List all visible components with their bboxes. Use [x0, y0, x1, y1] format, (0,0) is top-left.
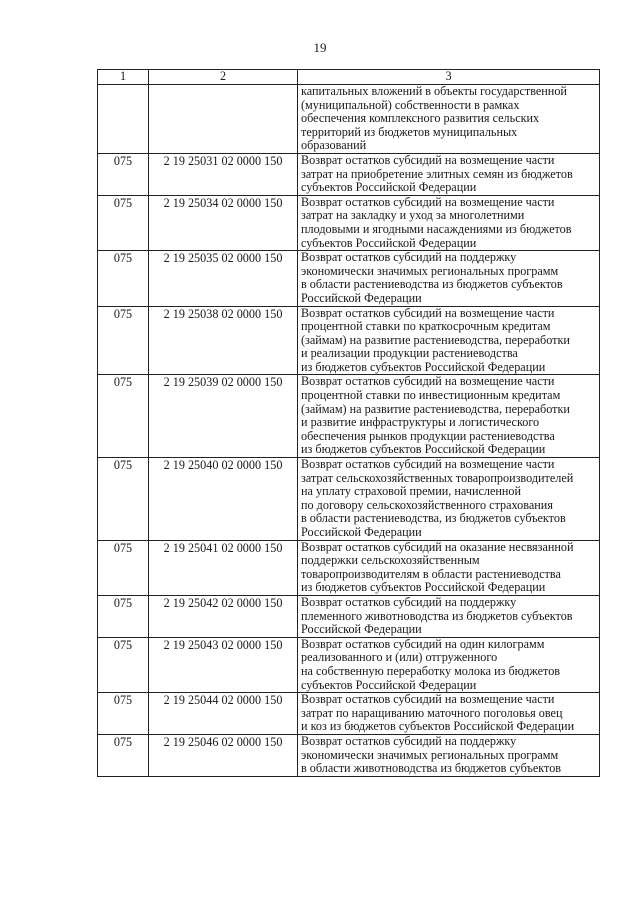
description-line: затрат сельскохозяйственных товаропроизводителей	[301, 470, 574, 485]
header-col-3: 3	[298, 70, 600, 85]
table-row	[98, 153, 600, 195]
description-line: Возврат остатков субсидий на один килограмм	[301, 636, 545, 651]
description-cell	[298, 195, 600, 250]
description-line: обеспечения рынков продукции растениеводства	[301, 428, 555, 443]
admin-code-cell	[98, 85, 149, 154]
budget-classification-code-cell: 2 19 25040 02 0000 150	[149, 458, 298, 541]
description-cell	[298, 595, 600, 637]
description-line: Возврат остатков субсидий на возмещение части	[301, 374, 555, 389]
description-cell	[298, 637, 600, 692]
admin-code-cell: 075	[98, 153, 149, 195]
admin-code-cell: 075	[98, 693, 149, 735]
description-line: экономически значимых региональных программ	[301, 263, 559, 278]
description-line: субъектов Российской Федерации	[301, 180, 477, 195]
budget-classification-code-cell: 2 19 25039 02 0000 150	[149, 375, 298, 458]
description-line: из бюджетов субъектов Российской Федерации	[301, 442, 546, 457]
description-line: (муниципальной) собственности в рамках	[301, 97, 520, 112]
description-line: Возврат остатков субсидий на поддержку	[301, 594, 517, 609]
table-row	[98, 540, 600, 595]
table-row	[98, 375, 600, 458]
table-row	[98, 195, 600, 250]
description-line: племенного животноводства из бюджетов субъектов	[301, 608, 573, 623]
description-line: капитальных вложений в объекты государственной	[301, 84, 567, 98]
table-header	[98, 70, 600, 85]
table-row	[98, 251, 600, 306]
description-line: по договору сельскохозяйственного страхования	[301, 497, 553, 512]
description-line: Российской Федерации	[301, 290, 422, 305]
description-line: в области растениеводства, из бюджетов субъектов	[301, 511, 566, 526]
description-line: на уплату страховой премии, начисленной	[301, 484, 522, 499]
header-col-1: 1	[98, 70, 149, 85]
description-line: из бюджетов субъектов Российской Федерации	[301, 580, 546, 595]
description-line: в области животноводства из бюджетов субъектов	[301, 761, 562, 776]
description-line: Российской Федерации	[301, 525, 422, 539]
page-number: 19	[313, 40, 327, 55]
description-cell	[298, 375, 600, 458]
description-line: и коз из бюджетов субъектов Российской Федерации	[301, 719, 575, 734]
description-line: (займам) на развитие растениеводства, переработки	[301, 401, 570, 416]
description-cell	[298, 458, 600, 541]
description-line: затрат на закладку и уход за многолетними	[301, 208, 525, 223]
description-line: процентной ставки по инвестиционным кредитам	[301, 388, 561, 403]
description-line: Возврат остатков субсидий на поддержку	[301, 250, 517, 265]
description-line: Российской Федерации	[301, 622, 422, 637]
admin-code-cell: 075	[98, 734, 149, 776]
description-line: товаропроизводителям в области растениеводства	[301, 566, 561, 581]
description-line: субъектов Российской Федерации	[301, 235, 477, 250]
description-cell	[298, 306, 600, 375]
description-line: и реализации продукции растениеводства	[301, 346, 518, 361]
description-line: из бюджетов субъектов Российской Федерации	[301, 359, 546, 374]
budget-classification-code-cell: 2 19 25041 02 0000 150	[149, 540, 298, 595]
description-line: экономически значимых региональных программ	[301, 747, 559, 762]
description-line: и развитие инфраструктуры и логистического	[301, 415, 540, 430]
description-cell	[298, 734, 600, 776]
admin-code-cell: 075	[98, 458, 149, 541]
description-cell	[298, 693, 600, 735]
description-line: поддержки сельскохозяйственным	[301, 553, 480, 568]
budget-classification-code-cell: 2 19 25034 02 0000 150	[149, 195, 298, 250]
description-cell	[298, 251, 600, 306]
header-col-2: 2	[149, 70, 298, 85]
description-cell	[298, 540, 600, 595]
table-row	[98, 85, 600, 154]
description-line: Возврат остатков субсидий на возмещение части	[301, 194, 555, 209]
description-line: реализованного и (или) отгруженного	[301, 650, 498, 665]
admin-code-cell: 075	[98, 375, 149, 458]
description-line: Возврат остатков субсидий на оказание несвязанной	[301, 539, 574, 554]
table-body	[98, 85, 600, 777]
budget-classification-code-cell: 2 19 25043 02 0000 150	[149, 637, 298, 692]
table-row	[98, 734, 600, 776]
admin-code-cell: 075	[98, 637, 149, 692]
description-line: образований	[301, 138, 367, 153]
admin-code-cell: 075	[98, 595, 149, 637]
description-line: Возврат остатков субсидий на возмещение части	[301, 305, 555, 320]
admin-code-cell: 075	[98, 540, 149, 595]
description-line: затрат на приобретение элитных семян из бюджетов	[301, 166, 573, 181]
budget-classification-code-cell: 2 19 25038 02 0000 150	[149, 306, 298, 375]
table-row	[98, 595, 600, 637]
budget-classification-code-cell	[149, 85, 298, 154]
admin-code-cell: 075	[98, 251, 149, 306]
table-row	[98, 637, 600, 692]
budget-classification-code-cell: 2 19 25042 02 0000 150	[149, 595, 298, 637]
description-line: затрат по наращиванию маточного поголовья овец	[301, 705, 563, 720]
description-line: обеспечения комплексного развития сельских	[301, 111, 540, 126]
description-line: субъектов Российской Федерации	[301, 677, 477, 692]
table-row	[98, 306, 600, 375]
description-line: Возврат остатков субсидий на поддержку	[301, 733, 517, 748]
table-row	[98, 693, 600, 735]
budget-classification-code-cell: 2 19 25046 02 0000 150	[149, 734, 298, 776]
description-line: Возврат остатков субсидий на возмещение части	[301, 457, 555, 472]
budget-classification-code-cell: 2 19 25035 02 0000 150	[149, 251, 298, 306]
description-line: Возврат остатков субсидий на возмещение части	[301, 152, 555, 167]
description-line: на собственную переработку молока из бюджетов	[301, 663, 561, 678]
admin-code-cell: 075	[98, 306, 149, 375]
description-line: плодовыми и ягодными насаждениями из бюджетов	[301, 221, 572, 236]
description-line: процентной ставки по краткосрочным кредитам	[301, 319, 551, 334]
table-row	[98, 458, 600, 541]
description-line: в области растениеводства из бюджетов субъектов	[301, 277, 563, 292]
header-row	[98, 70, 600, 85]
budget-classification-code-cell: 2 19 25031 02 0000 150	[149, 153, 298, 195]
description-cell	[298, 153, 600, 195]
admin-code-cell: 075	[98, 195, 149, 250]
description-line: Возврат остатков субсидий на возмещение части	[301, 692, 555, 707]
description-cell	[298, 85, 600, 154]
budget-codes-table	[97, 69, 600, 777]
description-line: территорий из бюджетов муниципальных	[301, 124, 518, 139]
description-line: (займам) на развитие растениеводства, переработки	[301, 332, 570, 347]
budget-classification-code-cell: 2 19 25044 02 0000 150	[149, 693, 298, 735]
